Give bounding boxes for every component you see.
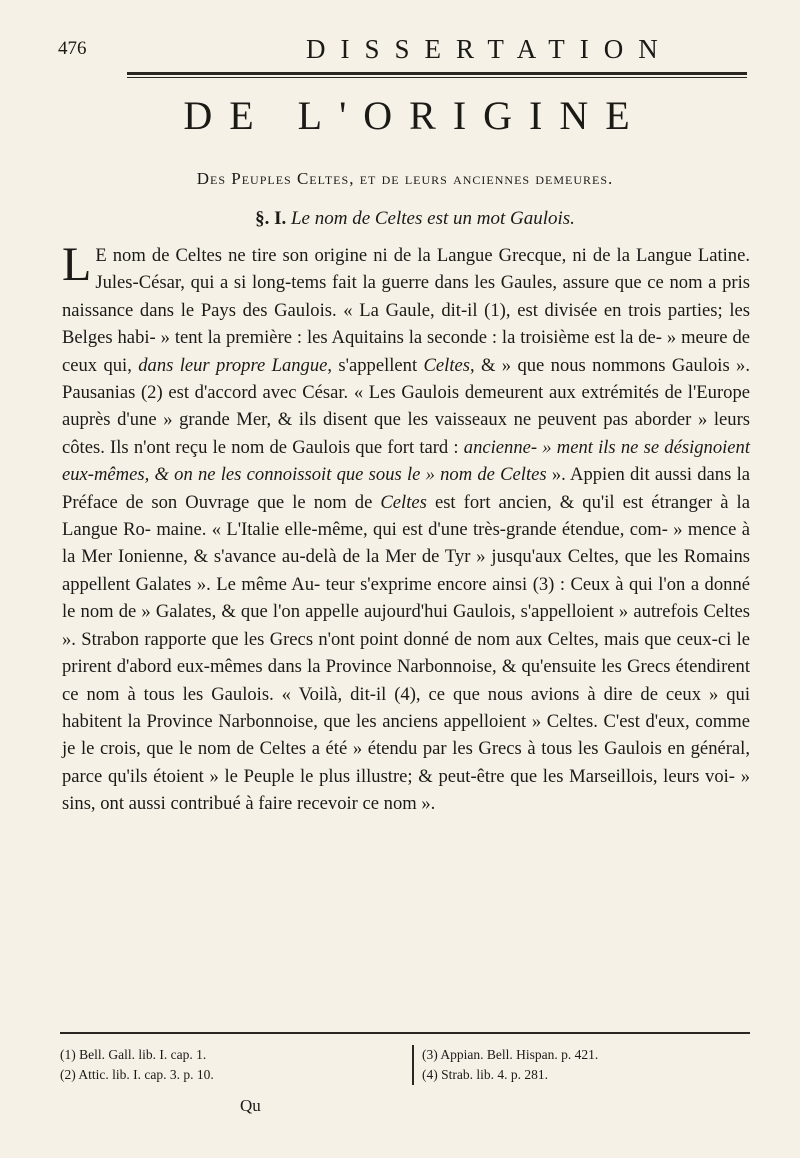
drop-cap: L (62, 238, 92, 291)
text-segment: E nom de Celtes ne tire son origine ni de la Langue Grecque, ni de la Langue Latine. Jules-César, qui a si long-tems fait la guerre dans les Gaules, assure que ce nom a pris naissance dans le Pays des Gaulois. « La Gaule, dit-il (1), est divisée en trois parties; les Belges habi- » tent la première : les Aquitains la seconde : la troisième est la de- » meure de ceux qui, (62, 245, 750, 376)
running-head (58, 34, 748, 70)
chapter-title: DE L'ORIGINE (183, 93, 647, 138)
catchword: Qu (240, 1096, 261, 1115)
section-heading (0, 208, 800, 230)
footnote: (3) Appian. Bell. Hispan. p. 421. (422, 1047, 599, 1062)
body-text (62, 238, 751, 818)
footnote-column-right (412, 1045, 752, 1085)
chapter-subtitle: Des Peuples Celtes, et de leurs anciennes demeures. (196, 169, 614, 188)
head-rule (127, 72, 747, 75)
text-segment: , & » que nous nommons Gaulois ». Pausanias (2) est d'accord avec César. « Les Gaulois demeurent aux extrémités de l'Europe auprès d'une » grande Mer, & ils disent que les vaisseaux ne peuvent pas aborder » leurs côtes. Ils n'ont reçu le nom de Gaulois que fort tard : (62, 354, 750, 458)
footnote: (4) Strab. lib. 4. p. 281. (422, 1067, 548, 1082)
text-segment: , s'appellent (327, 354, 424, 376)
text-segment-italic: Celtes (423, 354, 470, 376)
section-title: Le nom de Celtes est un mot Gaulois. (290, 208, 575, 229)
text-segment-italic: dans leur propre Langue (138, 354, 328, 376)
text-segment-italic: ancienne- » ment ils ne se désignoient eux-mêmes, & on ne les connoissoit que sous le » nom de Celtes (62, 436, 751, 486)
running-title: DISSERTATION (306, 34, 673, 64)
footnote: (2) Attic. lib. I. cap. 3. p. 10. (60, 1067, 214, 1082)
footnote: (1) Bell. Gall. lib. I. cap. 1. (60, 1047, 207, 1062)
text-segment-italic: Celtes (380, 491, 427, 513)
page-number: 476 (58, 38, 87, 59)
footnotes (60, 1045, 750, 1095)
footnote-rule (60, 1032, 750, 1034)
text-segment: est fort ancien, & qu'il est étranger à la Langue Ro- maine. « L'Italie elle-même, qui est d'une très-grande étendue, com- » mence à la Mer Ionienne, & s'avance au-delà de la Mer de Tyr » jusqu'aux Celtes, que les Romains appellent Galates ». Le même Au- teur s'exprime encore ainsi (3) : Ceux à qui l'on a donné le nom de » Galates, & que l'on appelle aujourd'hui Gaulois, s'appelloient » autrefois Celtes ». Strabon rapporte que les Grecs n'ont point donné de nom aux Celtes, mais que ceux-ci le prirent d'abord eux-mêmes dans la Province Narbonnoise, & qu'ensuite les Grecs étendirent ce nom à tous les Gaulois. « Voilà, dit-il (4), ce que nous avions à dire de ceux » qui habitent la Province Narbonnoise, que les anciens appelloient » Celtes. C'est d'eux, comme je le crois, que le nom de Celtes a été » étendu par les Grecs à tous les Gaulois en général, parce qu'ils étoient » le Peuple le plus illustre; & peut-être que les Marseillois, leurs voi- » sins, ont aussi contribué à faire recevoir ce nom ». (62, 491, 750, 815)
head-rule-thin (127, 77, 747, 78)
paragraph (62, 238, 751, 818)
text-segment: ». Appien dit aussi dans la Préface de son Ouvrage que le nom de (62, 464, 750, 513)
section-mark: §. I. (255, 208, 287, 229)
footnote-column-left (60, 1045, 390, 1085)
